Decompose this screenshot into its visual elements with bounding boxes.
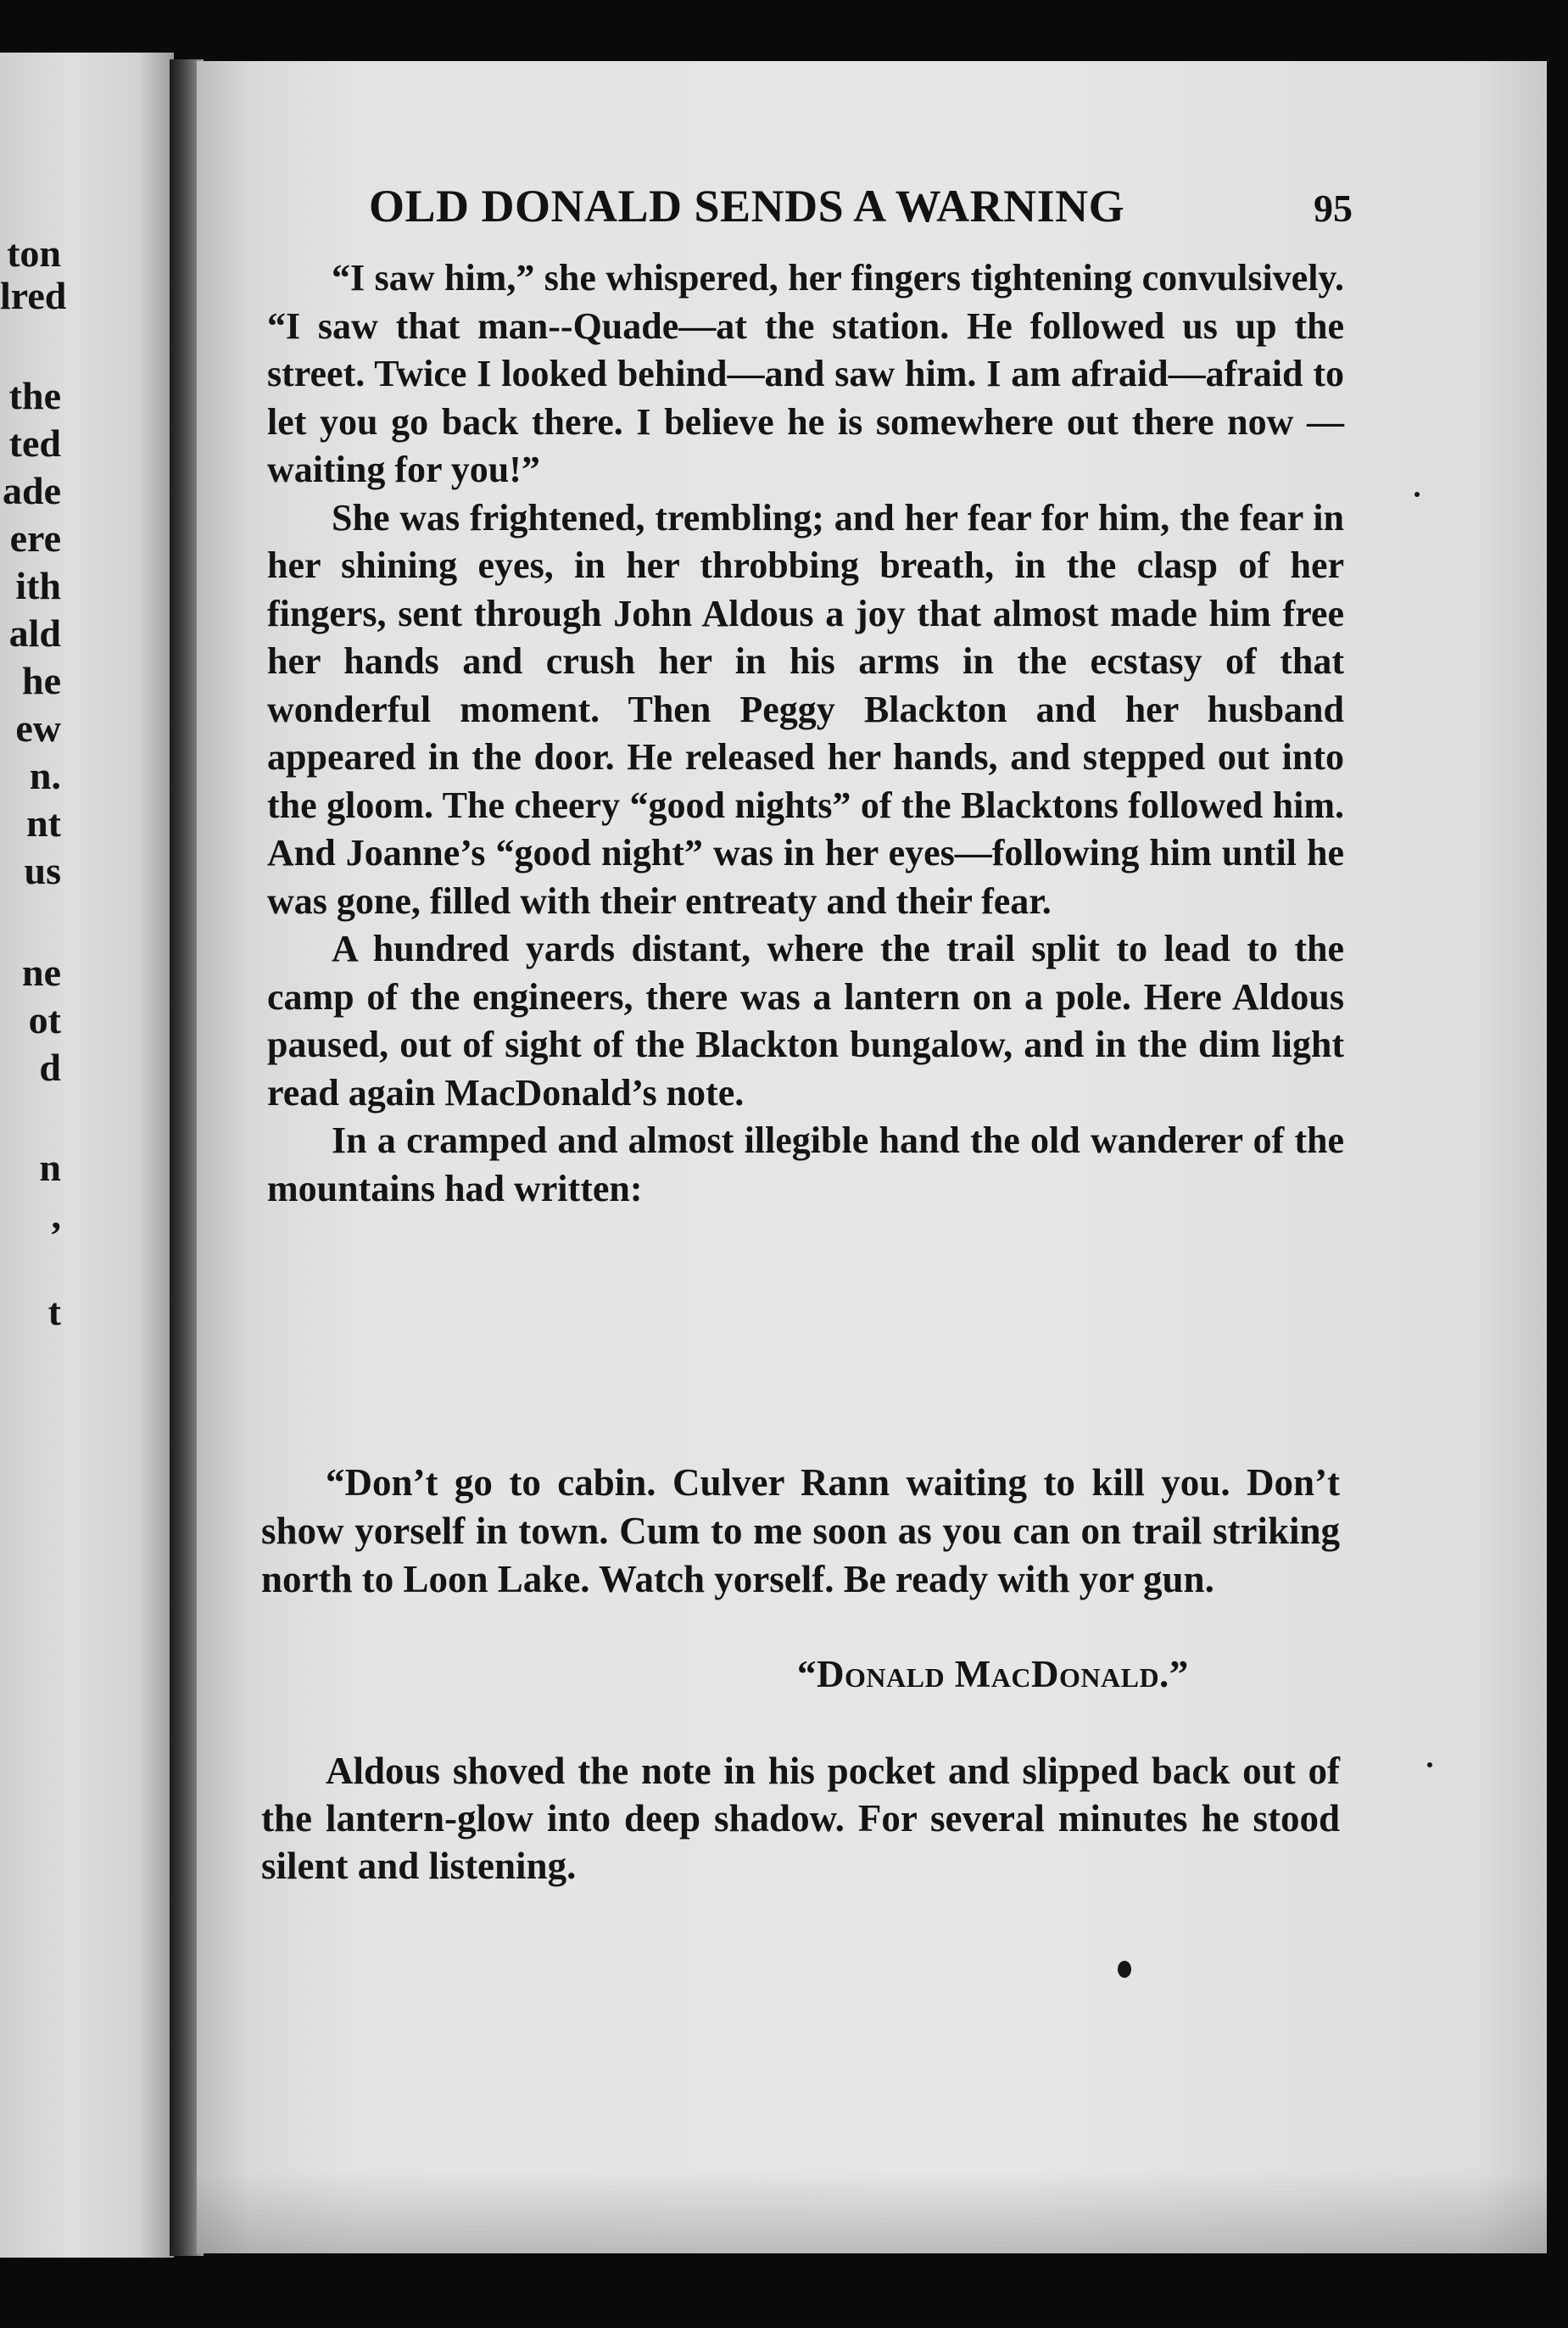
left-page-fragment: ton (7, 232, 61, 275)
quoted-note (261, 1459, 1340, 1604)
left-page-fragment: ne (22, 951, 61, 994)
ink-speck (1118, 1961, 1131, 1978)
ink-speck (1415, 492, 1420, 497)
left-page-fragment: ew (15, 706, 61, 750)
ink-speck (1427, 1762, 1432, 1767)
note-signature: “Donald MacDonald.” (797, 1653, 1189, 1695)
running-title: OLD DONALD SENDS A WARNING (369, 181, 1125, 232)
left-page-fragment: d (39, 1046, 61, 1089)
paragraph: Aldous shoved the note in his pocket and slipped back out of the lantern-glow into deep shadow. For several minutes he stood silent and listening. (261, 1750, 1340, 1887)
body-text (267, 254, 1344, 1213)
left-page-fragment: he (22, 659, 61, 702)
left-page-fragment: ald (8, 611, 61, 655)
left-page-fragment: lred (0, 274, 67, 317)
paragraph: In a cramped and almost illegible hand the old wanderer of the mountains had written: (267, 1119, 1344, 1209)
left-page-fragment: ith (15, 564, 61, 607)
left-page-fragment: ted (8, 421, 61, 465)
left-page-fragment: ade (3, 469, 61, 512)
left-facing-page (0, 53, 174, 2258)
left-page-fragment: t (47, 1290, 61, 1333)
left-page-fragment: n. (29, 754, 61, 797)
page-shadow (197, 2171, 1547, 2253)
running-header (369, 180, 1353, 232)
left-page-fragment: ere (9, 516, 61, 560)
paragraph: “I saw him,” she whispered, her fingers tightening convulsively. “I saw that man--Quade—at the station. He followed us up the street. Twice I looked behind—and saw him. I am afraid—afraid to let you go back there. I believe he is somewhere out there now —waiting for you!” (267, 257, 1344, 490)
left-page-fragment: , (51, 1193, 61, 1237)
left-page-fragment: ot (28, 998, 61, 1041)
left-page-fragment: n (39, 1146, 61, 1189)
left-page-fragment: us (24, 849, 61, 892)
paragraph: A hundred yards distant, where the trail split to lead to the camp of the engineers, there was a lantern on a pole. Here Aldous paused, out of sight of the Blackton bungalow, and in the dim light read again MacDonald’s note. (267, 928, 1344, 1114)
left-page-fragment: nt (26, 801, 61, 845)
note-text: “Don’t go to cabin. Culver Rann waiting to kill you. Don’t show yorself in town. Cum to me soon as you can on trail striking north to Loon Lake. Watch yorself. Be ready with yor gun. (261, 1461, 1340, 1600)
paragraph: She was frightened, trembling; and her fear for him, the fear in her shining eyes, in her throbbing breath, in the clasp of her fingers, sent through John Aldous a joy that almost made him free her hands and crush her in his arms in the ecstasy of that wonderful moment. Then Peggy Blackton and her husband appeared in the door. He released her hands, and stepped out into the gloom. The cheery “good nights” of the Blacktons followed him. And Joanne’s “good night” was in her eyes—following him until he was gone, filled with their entreaty and their fear. (267, 496, 1344, 922)
page-number: 95 (1314, 187, 1353, 230)
closing-paragraph (261, 1747, 1340, 1890)
left-page-fragment: the (8, 374, 61, 417)
